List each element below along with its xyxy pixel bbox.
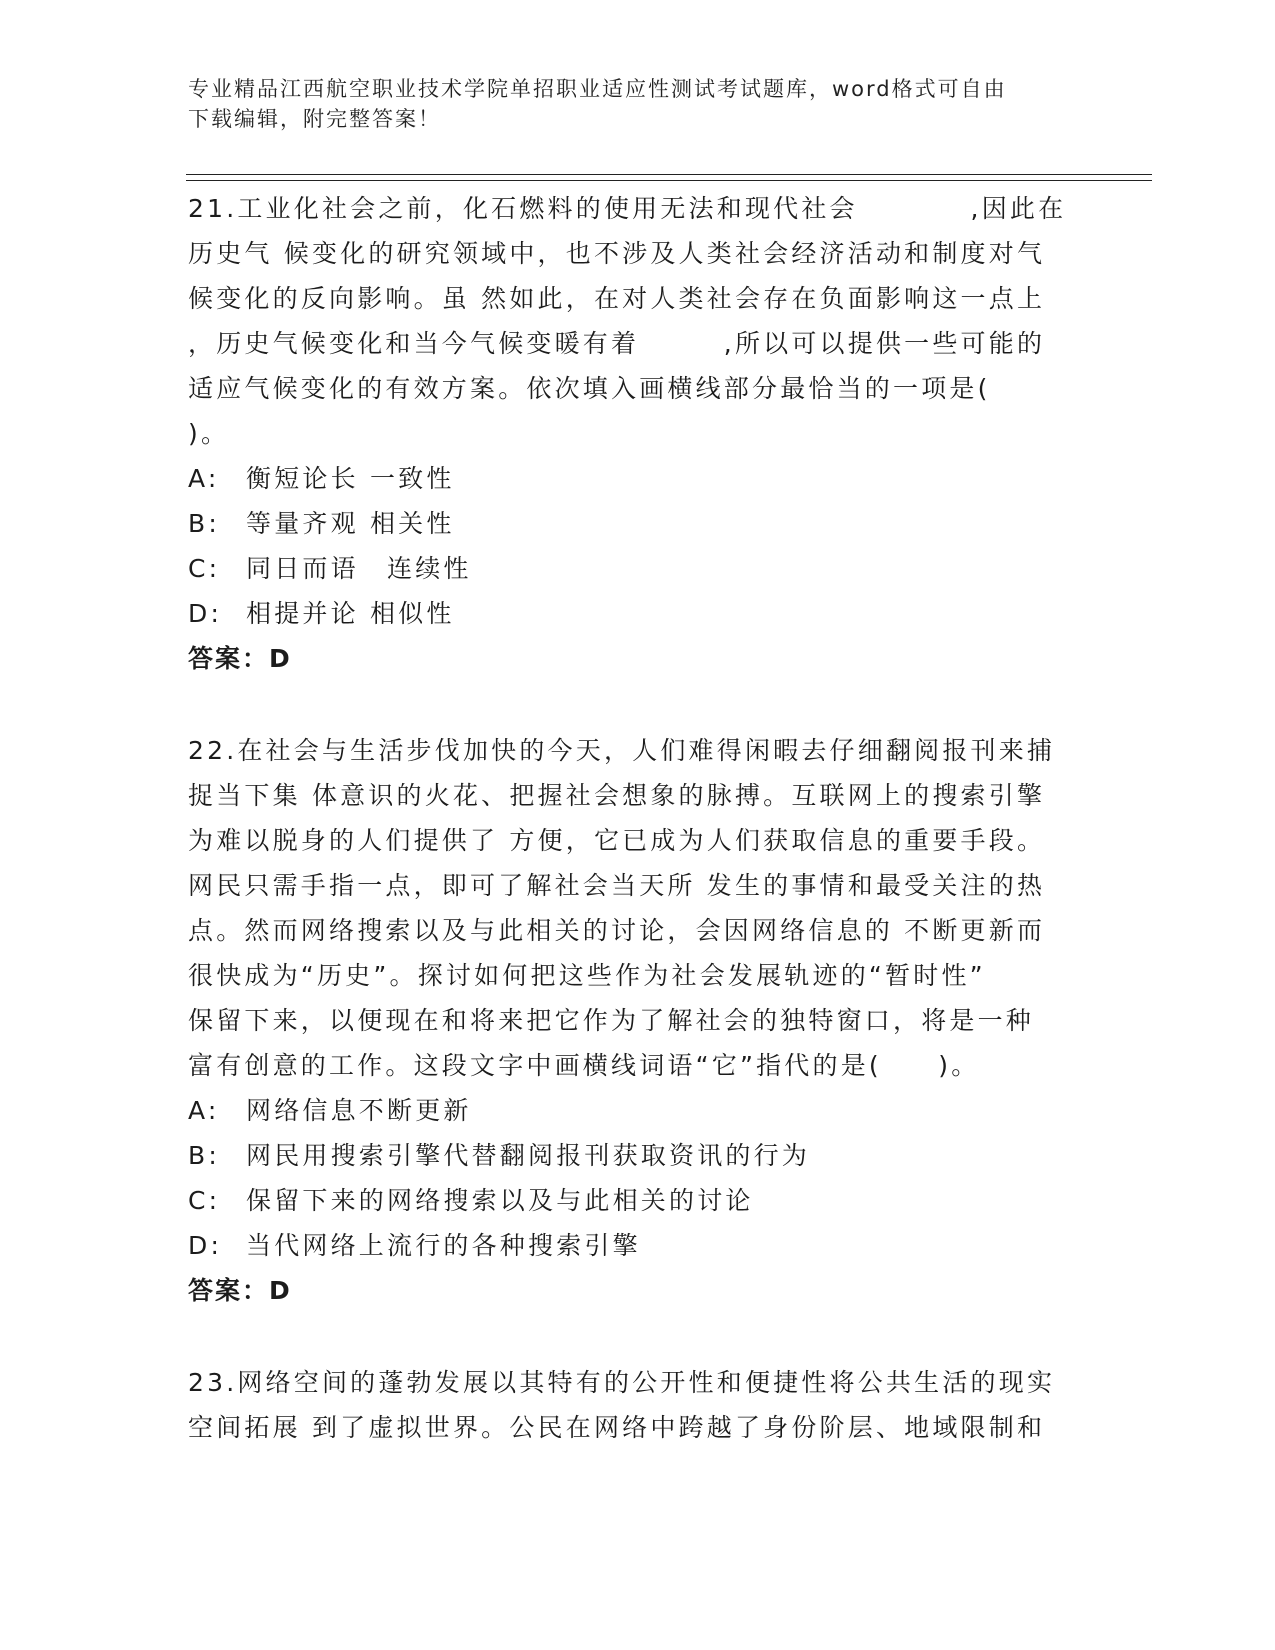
- header-line-1: 专业精品江西航空职业技术学院单招职业适应性测试考试题库，word格式可自由: [188, 77, 1007, 101]
- option-letter: D:: [188, 599, 223, 628]
- option-text: 相提并论 相似性: [246, 599, 455, 628]
- option-letter: B:: [188, 509, 220, 538]
- option-text: 同日而语 连续性: [246, 554, 472, 583]
- option-text: 等量齐观 相关性: [246, 509, 455, 538]
- question-line: 网民只需手指一点，即可了解社会当天所 发生的事情和最受关注的热: [188, 871, 1046, 900]
- option-letter: B:: [188, 1141, 220, 1170]
- question-line: 很快成为“历史”。探讨如何把这些作为社会发展轨迹的“暂时性”: [188, 961, 986, 990]
- question-line: 富有创意的工作。这段文字中画横线词语“它”指代的是( )。: [188, 1051, 980, 1080]
- question-line: 保留下来，以便现在和将来把它作为了解社会的独特窗口，将是一种: [188, 1006, 1035, 1035]
- option-letter: C:: [188, 1186, 221, 1215]
- option-a: [188, 456, 1068, 501]
- question-line: 22.在社会与生活步伐加快的今天，人们难得闲暇去仔细翻阅报刊来捕: [188, 736, 1056, 765]
- question-line: 23.网络空间的蓬勃发展以其特有的公开性和便捷性将公共生活的现实: [188, 1368, 1056, 1397]
- option-a: [188, 1088, 1068, 1133]
- question-line: 捉当下集 体意识的火花、把握社会想象的脉搏。互联网上的搜索引擎: [188, 781, 1046, 810]
- option-d: [188, 591, 1068, 636]
- question-21: [188, 186, 1068, 681]
- option-d: [188, 1223, 1068, 1268]
- option-text: 保留下来的网络搜索以及与此相关的讨论: [246, 1186, 754, 1215]
- question-line: 候变化的反向影响。虽 然如此，在对人类社会存在负面影响这一点上: [188, 284, 1046, 313]
- option-text: 网络信息不断更新: [246, 1096, 472, 1125]
- question-line: 空间拓展 到了虚拟世界。公民在网络中跨越了身份阶层、地域限制和: [188, 1413, 1046, 1442]
- option-b: [188, 1133, 1068, 1178]
- header-line-2: 下载编辑，附完整答案！: [188, 107, 441, 131]
- question-line: ，历史气候变化和当今气候变暖有着 ,所以可以提供一些可能的: [188, 329, 1046, 358]
- option-text: 当代网络上流行的各种搜索引擎: [246, 1231, 641, 1260]
- option-text: 衡短论长 一致性: [246, 464, 455, 493]
- question-23: [188, 1360, 1068, 1450]
- option-letter: C:: [188, 554, 221, 583]
- question-line: )。: [188, 419, 230, 448]
- question-line: 为难以脱身的人们提供了 方便，它已成为人们获取信息的重要手段。: [188, 826, 1046, 855]
- question-22: [188, 728, 1068, 1313]
- answer: 答案：D: [188, 644, 292, 673]
- option-letter: A:: [188, 464, 220, 493]
- option-letter: A:: [188, 1096, 220, 1125]
- question-line: 21.工业化社会之前，化石燃料的使用无法和现代社会 ,因此在: [188, 194, 1067, 223]
- option-text: 网民用搜索引擎代替翻阅报刊获取资讯的行为: [246, 1141, 811, 1170]
- question-line: 点。然而网络搜索以及与此相关的讨论，会因网络信息的 不断更新而: [188, 916, 1046, 945]
- option-c: [188, 546, 1068, 591]
- header-rule-top: [186, 174, 1152, 175]
- answer: 答案：D: [188, 1276, 292, 1305]
- option-c: [188, 1178, 1068, 1223]
- page-header: [188, 74, 1068, 134]
- question-line: 适应气候变化的有效方案。依次填入画横线部分最恰当的一项是(: [188, 374, 991, 403]
- header-rule-bottom: [186, 180, 1152, 181]
- option-b: [188, 501, 1068, 546]
- question-line: 历史气 候变化的研究领域中，也不涉及人类社会经济活动和制度对气: [188, 239, 1046, 268]
- option-letter: D:: [188, 1231, 223, 1260]
